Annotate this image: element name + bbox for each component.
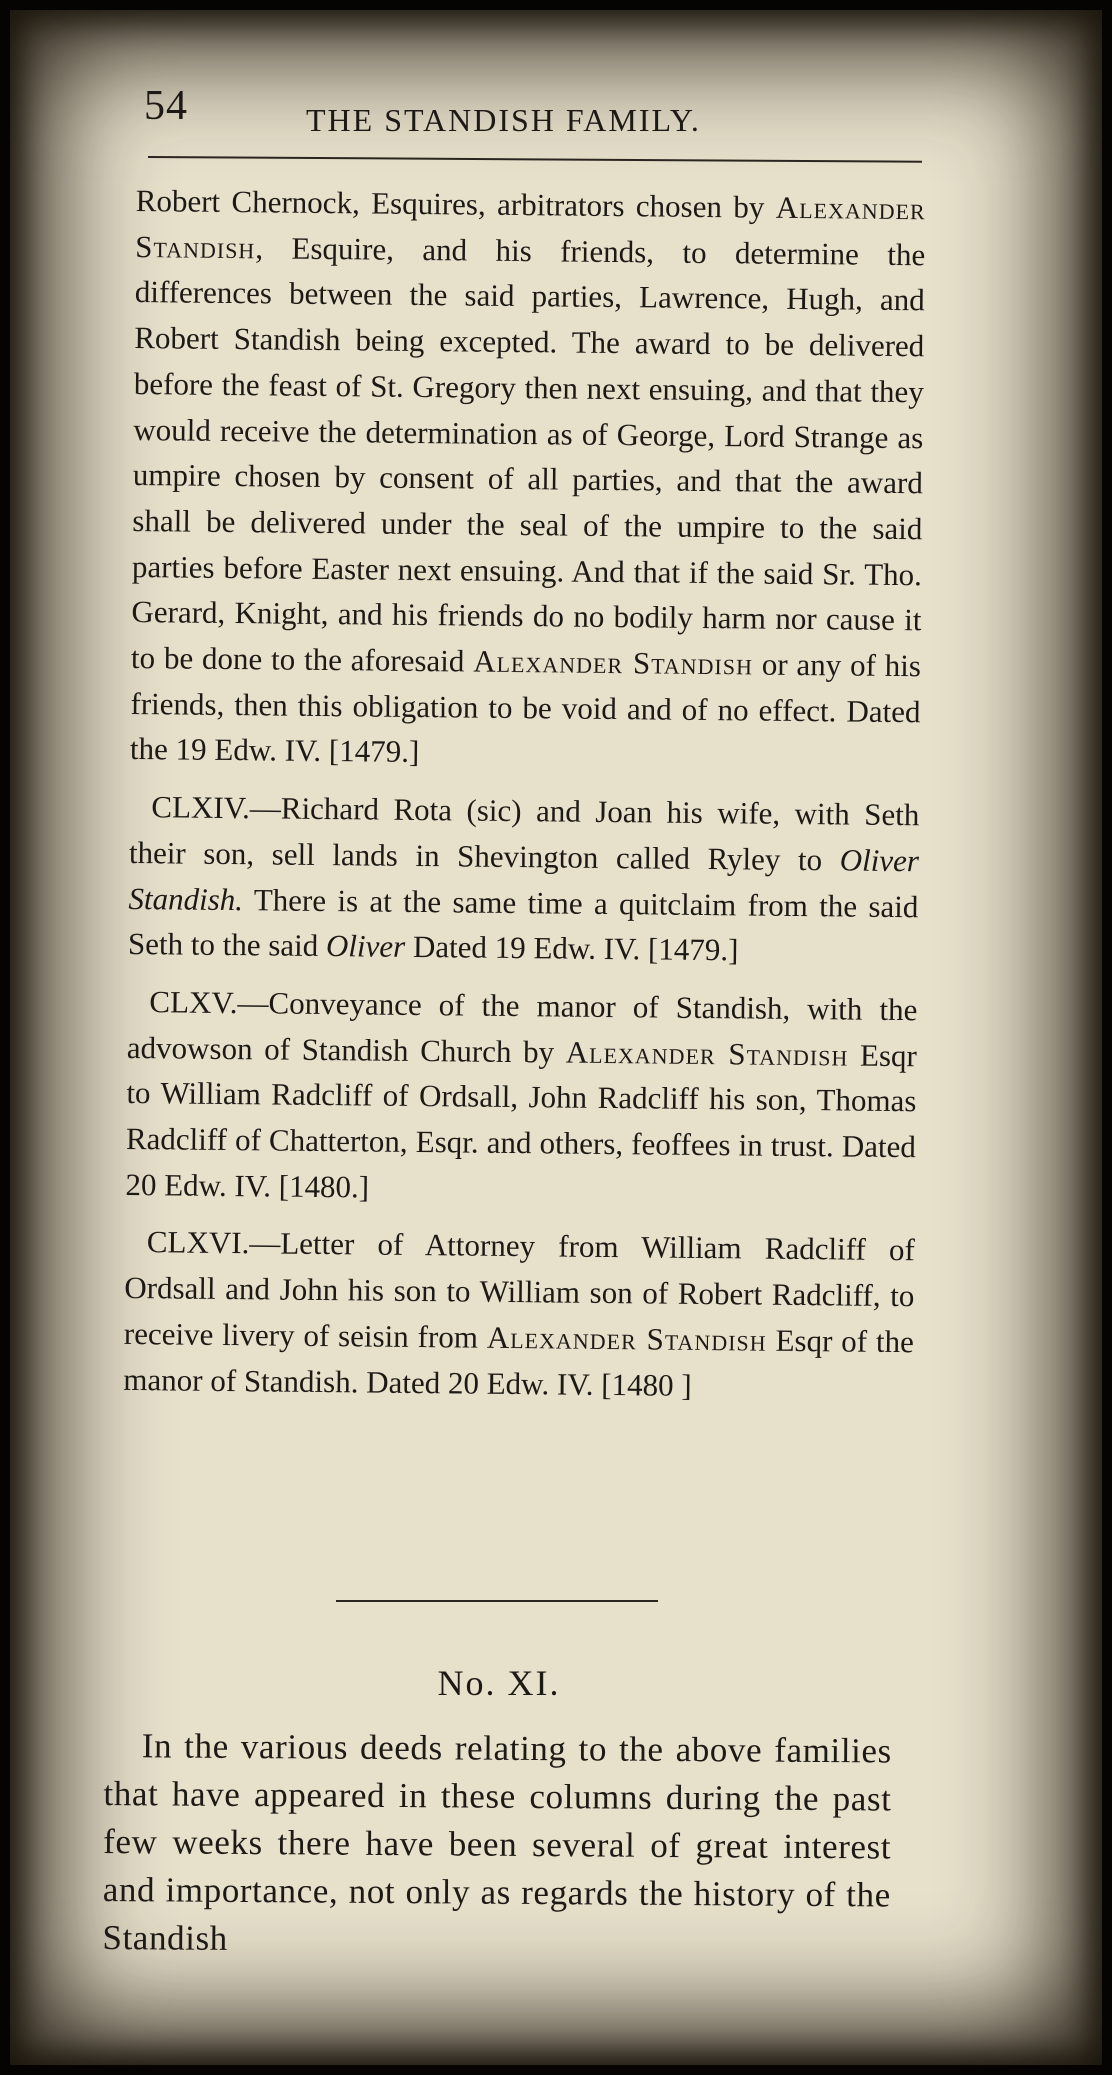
section-divider	[336, 1600, 658, 1602]
page-number: 54	[144, 83, 188, 129]
paragraph-award-text-2: , Esquire, and his friends, to determine the differences between the said parties, Lawrence, Hugh, and Robert Standish being excepted. The award to be delivered before the feast of St. Gregory then next ensuing, and that they would receive the determination as of George, Lord Strange as umpire chosen by consent of all parties, and that the award shall be delivered under the seal of the umpire to the said parties before Easter next ensuing. And that if the said Sr. Tho. Gerard, Knight, and his friends do no bodily harm nor cause it to be done to the aforesaid	[130, 229, 926, 679]
paragraph-award-name-2: Alexander Standish	[473, 643, 754, 682]
header-rule	[148, 156, 922, 163]
body-text	[123, 178, 926, 1422]
paragraph-clxiv-text-1: CLXIV.—Richard Rota (sic) and Joan his wife, with Seth their son, sell lands in Shevington called Ryley to	[128, 789, 920, 878]
paragraph-clxv	[125, 979, 917, 1216]
paragraph-clxv-name-1: Alexander Standish	[565, 1034, 849, 1073]
paragraph-clxvi-text-1: CLXVI.—Letter of Attorney from William Radcliff of Ordsall and John his son to William son of Robert Radcliff, to receive livery of seisin from	[123, 1224, 915, 1355]
paragraph-clxvi-text-2: Esqr of the manor of Standish. Dated 20 Edw. IV. [1480 ]	[123, 1322, 915, 1403]
paragraph-clxiv-italic-1: Oliver Standish.	[128, 842, 920, 917]
paragraph-award-name-1: Alexander Standish	[135, 189, 926, 265]
paragraph-clxiv-text-2: There is at the same time a quitclaim from the said Seth to the said	[127, 881, 919, 964]
book-page	[10, 10, 1102, 2065]
section-body	[102, 1722, 892, 1967]
page-frame	[10, 10, 1102, 2065]
paragraph-clxv-text-1: CLXV.—Conveyance of the manor of Standish, with the advowson of Standish Church by	[126, 984, 918, 1070]
running-title: THE STANDISH FAMILY.	[306, 102, 701, 138]
paragraph-clxiv	[128, 784, 920, 975]
paragraph-clxvi-name-1: Alexander Standish	[486, 1319, 767, 1358]
paragraph-clxv-text-2: Esqr to William Radcliff of Ordsall, John Radcliff his son, Thomas Radcliff of Chatterton, Esqr. and others, feoffees in trust. Dated 20 Edw. IV. [1480.]	[125, 1037, 918, 1205]
paragraph-award	[130, 178, 926, 780]
section-paragraph: In the various deeds relating to the above families that have appeared in these columns during the past few weeks there have been several of great interest and importance, not only as regards the history of the Standish	[102, 1726, 892, 1958]
paragraph-award-text-3: or any of his friends, then this obligation to be void and of no effect. Dated the 19 Edw. IV. [1479.]	[129, 646, 922, 770]
paragraph-clxiv-italic-2: Oliver	[325, 928, 406, 965]
section-title: No. XI.	[437, 1663, 561, 1703]
paragraph-clxiv-text-3: Dated 19 Edw. IV. [1479.]	[405, 929, 739, 968]
paragraph-clxvi	[123, 1219, 915, 1410]
paragraph-award-text-1: Robert Chernock, Esquires, arbitrators chosen by	[135, 182, 776, 225]
